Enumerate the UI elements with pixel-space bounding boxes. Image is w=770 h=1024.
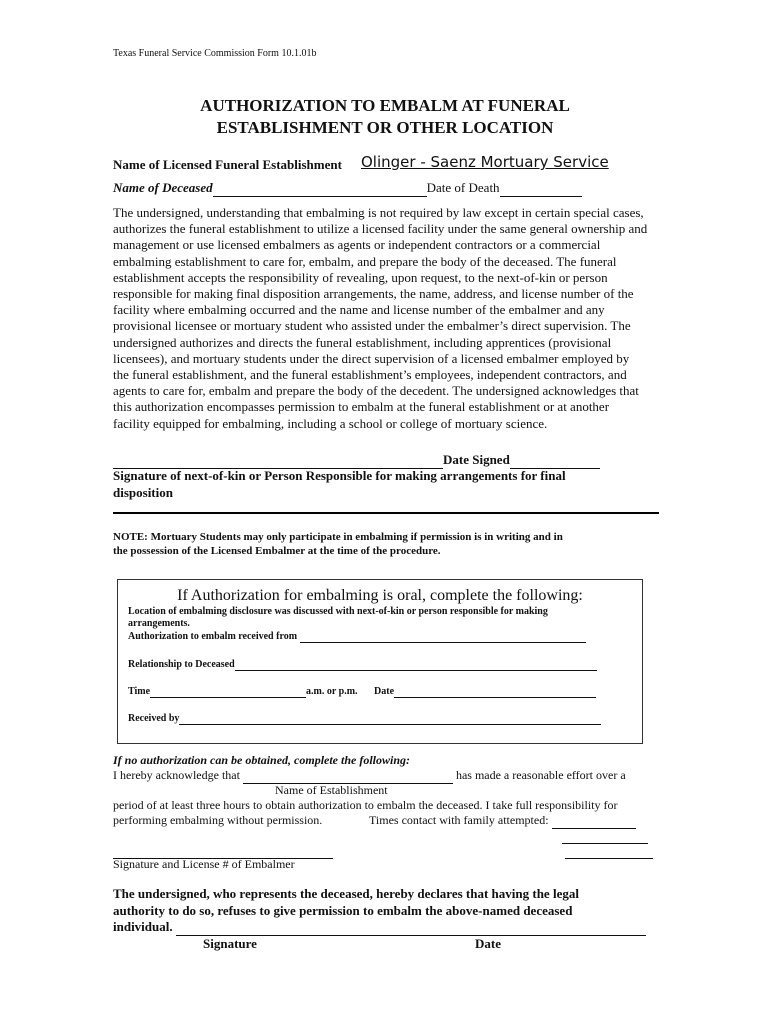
refusal-date-label: Date xyxy=(475,936,501,951)
time-date-row xyxy=(128,686,596,698)
establishment-value: Olinger - Saenz Mortuary Service xyxy=(361,153,609,171)
acknowledge-row xyxy=(113,768,626,784)
times-contact-row xyxy=(369,813,636,829)
deceased-row xyxy=(113,180,582,197)
received-from-field[interactable] xyxy=(300,631,586,643)
contact-attempt-field-2[interactable] xyxy=(562,828,648,844)
contact-attempt-field-1[interactable] xyxy=(552,813,636,829)
deceased-name-label: Name of Deceased xyxy=(113,180,213,195)
received-by-field[interactable] xyxy=(179,713,601,725)
establishment-label: Name of Licensed Funeral Establishment xyxy=(113,157,342,172)
date-signed-field[interactable] xyxy=(510,452,600,469)
refusal-signature-row xyxy=(113,919,646,936)
oral-date-label: Date xyxy=(374,686,395,697)
date-of-death-label: Date of Death xyxy=(426,180,500,195)
ampm-label: a.m. or p.m. xyxy=(306,686,358,697)
oral-disclosure-line-1: Location of embalming disclosure was discussed with next-of-kin or person responsible for making xyxy=(128,606,548,617)
relationship-label: Relationship to Deceased xyxy=(128,659,235,670)
refusal-line-2: authority to do so, refuses to give permission to embalm the above-named deceased xyxy=(113,903,573,918)
oral-authorization-heading: If Authorization for embalming is oral, complete the following: xyxy=(177,587,583,604)
note-line-1: NOTE: Mortuary Students may only participate in embalming if permission is in writing and in xyxy=(113,531,563,543)
relationship-row xyxy=(128,659,597,671)
date-signed-label: Date Signed xyxy=(443,452,510,467)
received-by-row xyxy=(128,713,601,725)
signature-caption-line-1: Signature of next-of-kin or Person Responsible for making arrangements for final xyxy=(113,468,566,483)
contact-attempt-row-2 xyxy=(562,828,648,844)
no-authorization-heading: If no authorization can be obtained, complete the following: xyxy=(113,753,411,767)
refusal-line-3: individual. xyxy=(113,919,173,934)
deceased-name-field[interactable] xyxy=(213,180,427,197)
refusal-signature-field[interactable] xyxy=(176,919,646,936)
establishment-name-field[interactable] xyxy=(243,768,453,784)
establishment-field[interactable] xyxy=(361,153,609,172)
contact-attempt-field-3[interactable] xyxy=(565,843,653,859)
received-by-label: Received by xyxy=(128,713,180,724)
next-of-kin-signature-row xyxy=(113,452,600,469)
note-line-2: the possession of the Licensed Embalmer at the time of the procedure. xyxy=(113,545,441,557)
refusal-line-1: The undersigned, who represents the deceased, hereby declares that having the legal xyxy=(113,886,579,901)
period-line: period of at least three hours to obtain authorization to embalm the deceased. I take full responsibility for xyxy=(113,798,618,812)
section-divider xyxy=(113,512,659,514)
received-from-row xyxy=(128,631,586,643)
received-from-label: Authorization to embalm received from xyxy=(128,631,298,642)
acknowledge-suffix: has made a reasonable effort over a xyxy=(455,768,626,782)
oral-disclosure-line-2: arrangements. xyxy=(128,618,190,629)
contact-attempt-row-3 xyxy=(565,843,653,859)
form-title-line-1: AUTHORIZATION TO EMBALM AT FUNERAL xyxy=(200,96,570,115)
time-field[interactable] xyxy=(150,686,306,698)
authorization-text: The undersigned, understanding that embalming is not required by law except in certain special cases, authorizes the funeral establishment to utilize a licensed facility under the same general ownership and management or use licensed embalmers as agents or independent contractors or a commercial embalming establishment to care for, embalm, and prepare the body of the deceased. The funeral establishment accepts the responsibility of revealing, upon request, to the next-of-kin or person responsible for making final disposition arrangements, the name, address, and license number of the facility where embalming occurred and the name and license number of the embalmer and any provisional licensee or mortuary student who assisted under the embalmer’s direct supervision. The undersigned authorizes and directs the funeral establishment, including apprentices (provisional licensees), and mortuary students under the direct supervision of a licensed embalmer employed by the funeral establishment, and the funeral establishment’s employees, independent contractors, and agents to care for, embalm and prepare the body of the decedent. The undersigned acknowledges that this authorization encompasses permission to embalm at the funeral establishment or at another facility equipped for embalming, including a school or college of mortuary science. xyxy=(113,205,648,431)
times-contact-label: Times contact with family attempted: xyxy=(369,813,549,827)
acknowledge-prefix: I hereby acknowledge that xyxy=(113,768,240,782)
date-of-death-field[interactable] xyxy=(500,180,582,197)
time-label: Time xyxy=(128,686,151,697)
signature-caption-line-2: disposition xyxy=(113,485,173,500)
establishment-name-caption: Name of Establishment xyxy=(275,783,388,797)
next-of-kin-signature-field[interactable] xyxy=(113,452,443,469)
form-title-line-2: ESTABLISHMENT OR OTHER LOCATION xyxy=(216,118,554,137)
refusal-signature-label: Signature xyxy=(203,936,257,951)
form-id: Texas Funeral Service Commission Form 10.1.01b xyxy=(113,48,317,59)
relationship-field[interactable] xyxy=(235,659,597,671)
performing-line: performing embalming without permission. xyxy=(113,813,323,827)
oral-date-field[interactable] xyxy=(394,686,596,698)
embalmer-signature-caption: Signature and License # of Embalmer xyxy=(113,857,295,871)
